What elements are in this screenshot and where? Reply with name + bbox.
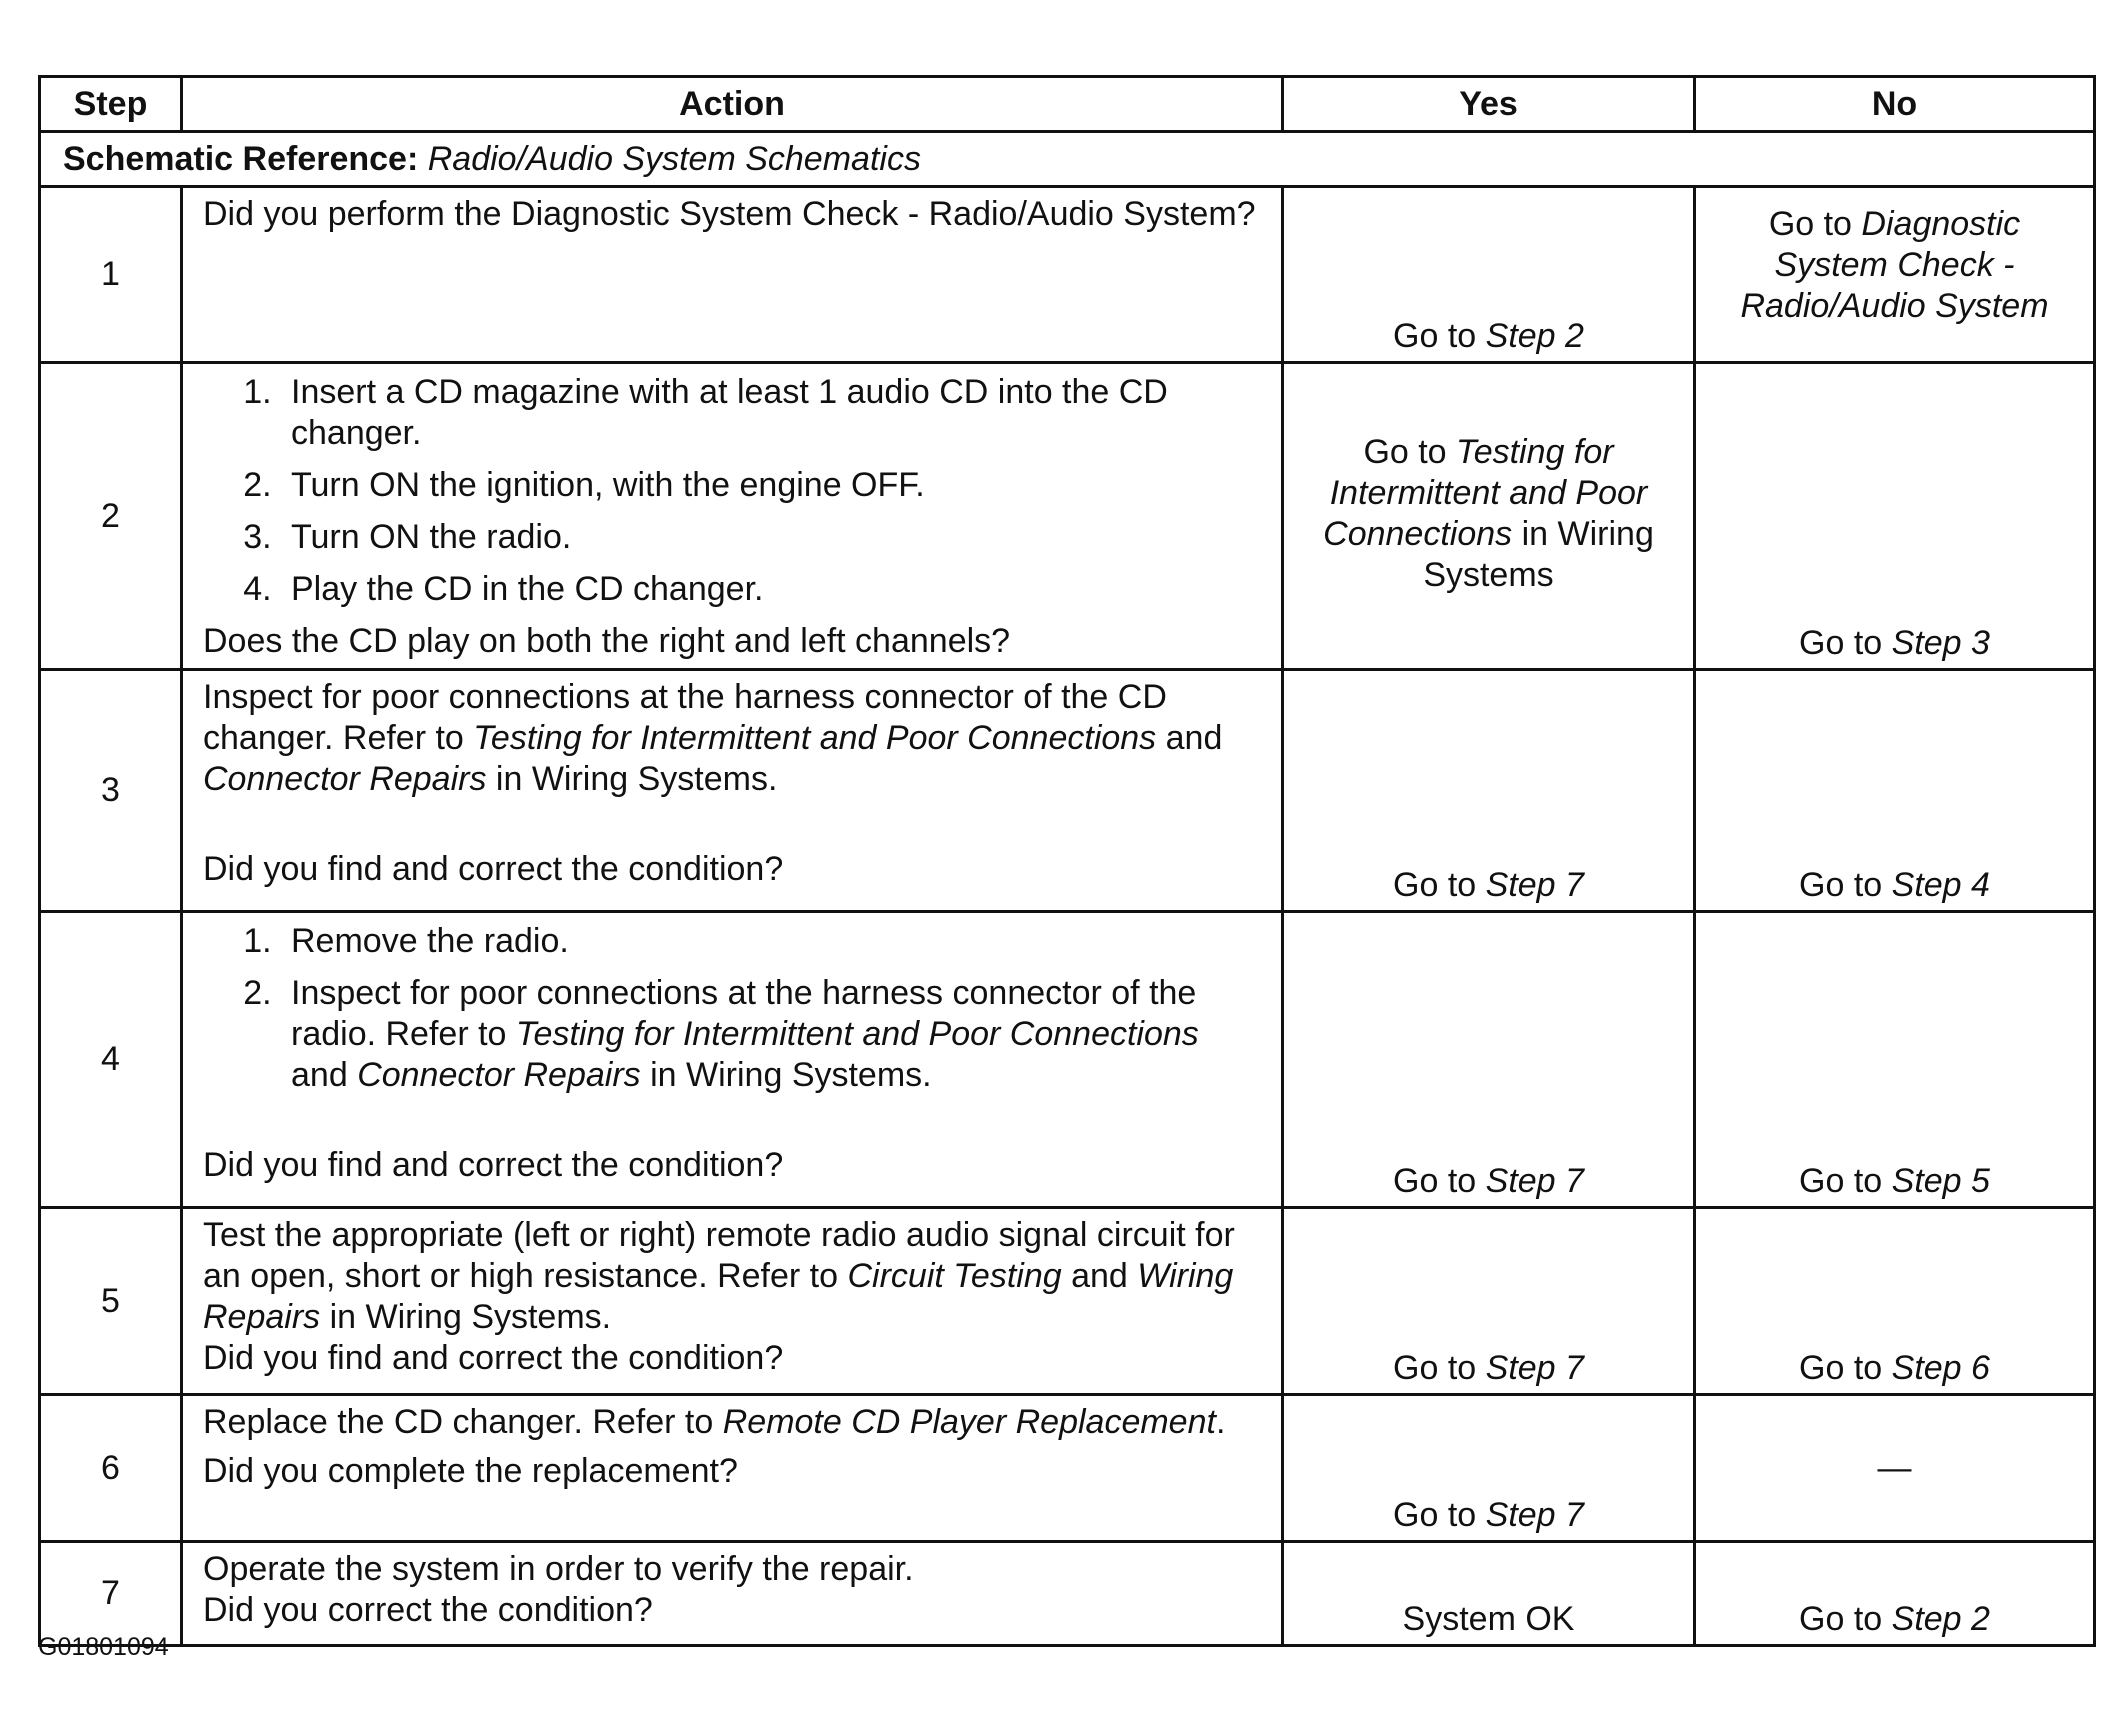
header-no: No: [1695, 77, 2095, 132]
action-link[interactable]: Testing for Intermittent and Poor Connections: [515, 1015, 1199, 1053]
schematic-reference-label: Schematic Reference:: [63, 139, 419, 178]
action-link[interactable]: Connector Repairs: [357, 1056, 641, 1094]
no-cell: Go to Step 6: [1695, 1208, 2095, 1395]
yes-link[interactable]: Step 2: [1485, 317, 1584, 355]
action-step: 1. Remove the radio.: [281, 921, 1263, 962]
action-link[interactable]: Testing for Intermittent and Poor Connections: [473, 719, 1157, 757]
no-link[interactable]: Diagnostic System Check - Radio/Audio System: [1740, 205, 2049, 325]
no-cell: Go to Step 5: [1695, 912, 2095, 1208]
header-row: [40, 77, 2095, 132]
action-cell: [182, 670, 1283, 912]
diagnostic-table: [38, 75, 2096, 1647]
yes-cell: [1283, 1542, 1695, 1646]
yes-cell: Go to Step 7: [1283, 670, 1695, 912]
action-link[interactable]: Wiring Repairs: [203, 1257, 1234, 1336]
table-row: [40, 1542, 2095, 1646]
action-question: Does the CD play on both the right and left channels?: [203, 622, 1011, 660]
action-cell: [182, 1395, 1283, 1542]
step-number: 6: [40, 1395, 182, 1542]
step-number: 3: [40, 670, 182, 912]
no-link[interactable]: Step 5: [1891, 1162, 1990, 1200]
action-text: Inspect for poor connections at the harness connector of the CD changer. Refer to Testing for Intermittent and Poor Connections and Connector Repairs in Wiring Systems.: [203, 678, 1223, 798]
schematic-reference-row: [40, 132, 2095, 187]
no-link[interactable]: Step 3: [1891, 624, 1990, 662]
step-number: 1: [40, 187, 182, 363]
no-cell: Go to Diagnostic System Check - Radio/Audio System: [1695, 187, 2095, 363]
yes-cell: Go to Step 7: [1283, 912, 1695, 1208]
yes-link[interactable]: Step 7: [1485, 1349, 1584, 1387]
no-cell: Go to Step 2: [1695, 1542, 2095, 1646]
table-row: [40, 1208, 2095, 1395]
step-number: 5: [40, 1208, 182, 1395]
action-step: 2. Turn ON the ignition, with the engine OFF.: [281, 465, 1263, 506]
action-steps-list: [203, 372, 1263, 610]
action-question: Did you find and correct the condition?: [203, 850, 784, 888]
action-cell: [182, 912, 1283, 1208]
no-cell: Go to Step 4: [1695, 670, 2095, 912]
table-row: [40, 670, 2095, 912]
yes-cell: Go to Step 7: [1283, 1395, 1695, 1542]
yes-cell: Go to Testing for Intermittent and Poor Connections in Wiring Systems: [1283, 363, 1695, 670]
action-step: 4. Play the CD in the CD changer.: [281, 569, 1263, 610]
yes-link[interactable]: Step 7: [1485, 866, 1584, 904]
yes-cell: Go to Step 2: [1283, 187, 1695, 363]
action-steps-list: [203, 921, 1263, 1107]
action-question: Did you correct the condition?: [203, 1591, 653, 1629]
table-row: [40, 912, 2095, 1208]
schematic-reference-link[interactable]: Radio/Audio System Schematics: [427, 139, 921, 178]
no-dash: —: [1877, 1448, 1912, 1487]
yes-link[interactable]: Step 7: [1485, 1496, 1584, 1534]
table-row: [40, 1395, 2095, 1542]
yes-link[interactable]: Step 7: [1485, 1162, 1584, 1200]
action-link[interactable]: Circuit Testing: [847, 1257, 1062, 1295]
action-question: Did you complete the replacement?: [203, 1452, 738, 1490]
action-step: 3. Turn ON the radio.: [281, 517, 1263, 558]
no-link[interactable]: Step 2: [1891, 1600, 1990, 1638]
step-number: 2: [40, 363, 182, 670]
no-cell: Go to Step 3: [1695, 363, 2095, 670]
figure-id: G01801094: [38, 1633, 169, 1661]
action-question: Did you perform the Diagnostic System Check - Radio/Audio System?: [203, 195, 1256, 233]
header-yes: Yes: [1283, 77, 1695, 132]
action-step: 2. Inspect for poor connections at the harness connector of the radio. Refer to Testing for Intermittent and Poor Connections and Connector Repairs in Wiring Systems.: [281, 973, 1263, 1096]
schematic-reference: [40, 132, 2095, 187]
action-cell: [182, 187, 1283, 363]
table-row: [40, 187, 2095, 363]
action-question: Did you find and correct the condition?: [203, 1146, 784, 1184]
step-number: 4: [40, 912, 182, 1208]
action-link[interactable]: Remote CD Player Replacement: [722, 1403, 1216, 1441]
action-text: Test the appropriate (left or right) remote radio audio signal circuit for an open, short or high resistance. Refer to Circuit Testing and Wiring Repairs in Wiring Systems.: [203, 1216, 1235, 1336]
no-link[interactable]: Step 6: [1891, 1349, 1990, 1387]
action-step: 1. Insert a CD magazine with at least 1 audio CD into the CD changer.: [281, 372, 1263, 454]
yes-link[interactable]: Testing for Intermittent and Poor Connections: [1323, 433, 1648, 553]
table-row: [40, 363, 2095, 670]
header-step: Step: [40, 77, 182, 132]
action-cell: [182, 1208, 1283, 1395]
header-action: Action: [182, 77, 1283, 132]
yes-cell: Go to Step 7: [1283, 1208, 1695, 1395]
yes-result: System OK: [1402, 1600, 1575, 1638]
action-text: Operate the system in order to verify the repair.: [203, 1550, 914, 1588]
action-text: Replace the CD changer. Refer to Remote CD Player Replacement.: [203, 1403, 1226, 1441]
action-link[interactable]: Connector Repairs: [203, 760, 487, 798]
action-cell: [182, 363, 1283, 670]
no-cell: [1695, 1395, 2095, 1542]
action-question: Did you find and correct the condition?: [203, 1339, 784, 1377]
step-number: 7: [40, 1542, 182, 1646]
no-link[interactable]: Step 4: [1891, 866, 1990, 904]
action-cell: [182, 1542, 1283, 1646]
